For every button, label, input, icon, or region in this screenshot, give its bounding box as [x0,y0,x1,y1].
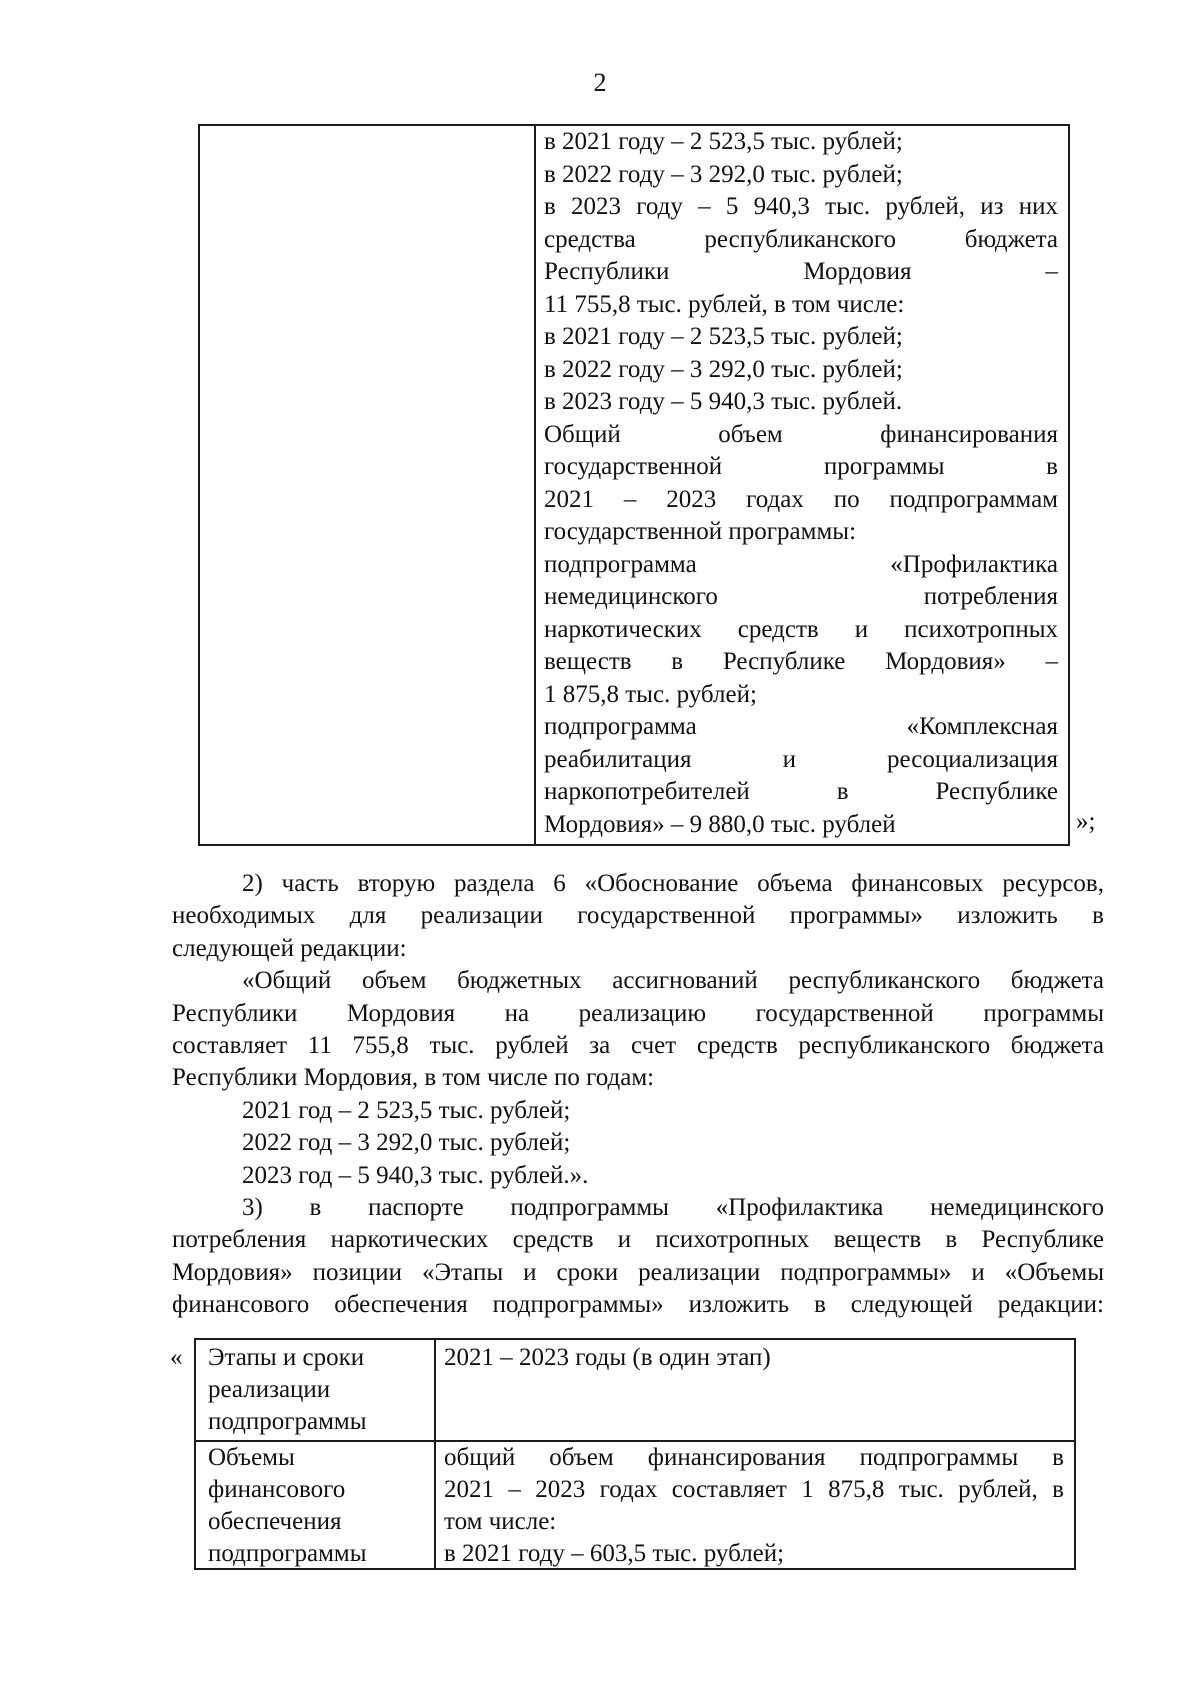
table-line: финансового [208,1476,346,1503]
paragraph-line: потребления наркотических средств и психотропных веществ в Республике [172,1226,1104,1254]
paragraph-line: следующей редакции: [172,934,407,962]
table-line: государственной программы в [544,453,1058,480]
paragraph-line: 2021 год – 2 523,5 тыс. рублей; [242,1096,571,1124]
financing-value-cell [444,1442,1064,1570]
table-column-divider [534,126,536,844]
paragraph-line: 2022 год – 3 292,0 тыс. рублей; [242,1129,571,1157]
paragraph-line: составляет 11 755,8 тыс. рублей за счет средств республиканского бюджета [172,1031,1104,1059]
paragraph-line: «Общий объем бюджетных ассигнований республиканского бюджета [242,967,1104,995]
table-line: в 2022 году – 3 292,0 тыс. рублей; [544,160,903,188]
document-body [172,868,1104,1321]
table-line: общий объем финансирования подпрограммы в [444,1444,1064,1471]
table-line: 2021 – 2023 годы (в один этап) [444,1344,771,1371]
table-line: средства республиканского бюджета [544,225,1058,253]
table-line: подпрограммы [208,1540,367,1567]
paragraph-line: Мордовия» позиции «Этапы и сроки реализации подпрограммы» и «Объемы [172,1258,1104,1286]
financing-label-cell [208,1442,428,1570]
table-line: 2021 – 2023 годах по подпрограммам [544,485,1058,513]
table-line: Объемы [208,1444,295,1471]
table-line: подпрограмма «Комплексная [544,713,1058,740]
table-line: в 2021 году – 2 523,5 тыс. рублей; [544,128,903,155]
table-line: том числе: [444,1508,557,1535]
opening-quote-mark: « [170,1344,183,1371]
paragraph-line: 3) в паспорте подпрограммы «Профилактика немедицинского [242,1193,1104,1221]
table-line: Этапы и сроки [208,1344,365,1371]
stages-label-cell [208,1342,428,1438]
paragraph-line: Республики Мордовия, в том числе по годам: [172,1064,655,1092]
financing-table-continued [198,124,1070,846]
table-line: подпрограмма «Профилактика [544,550,1058,578]
paragraph-line: 2) часть вторую раздела 6 «Обоснование объема финансовых ресурсов, [242,870,1104,897]
table-line: Мордовия» – 9 880,0 тыс. рублей [544,810,896,838]
table-line: обеспечения [208,1508,342,1535]
subprogram-passport-table [194,1338,1076,1570]
table-line: наркопотребителей в Республике [544,778,1058,805]
table-line: реализации [208,1376,331,1403]
table-line: Общий объем финансирования [544,420,1058,448]
table-line: веществ в Республике Мордовия» – [544,648,1058,675]
table-line: в 2023 году – 5 940,3 тыс. рублей. [544,388,903,415]
table-line: в 2021 году – 2 523,5 тыс. рублей; [544,323,903,350]
table-line: реабилитация и ресоциализация [544,745,1058,773]
stages-value-cell [444,1342,1064,1374]
page-number: 2 [593,68,607,97]
closing-quote-mark: »; [1076,808,1096,835]
paragraph-line: необходимых для реализации государственной программы» изложить в [172,902,1104,930]
table-line: Республики Мордовия – [544,258,1058,285]
table-line: подпрограммы [208,1408,367,1435]
paragraph-line: 2023 год – 5 940,3 тыс. рублей.». [242,1161,589,1189]
table-line: 11 755,8 тыс. рублей, в том числе: [544,290,905,318]
table-line: государственной программы: [544,518,857,545]
table-line: 1 875,8 тыс. рублей; [544,680,757,708]
table-line: 2021 – 2023 годах составляет 1 875,8 тыс. рублей, в [444,1476,1064,1503]
paragraph-line: Республики Мордовия на реализацию государственной программы [172,999,1104,1027]
table-line: в 2021 году – 603,5 тыс. рублей; [444,1540,785,1567]
paragraph-line: финансового обеспечения подпрограммы» изложить в следующей редакции: [172,1291,1104,1319]
table-line: в 2023 году – 5 940,3 тыс. рублей, из них [544,193,1058,220]
table-line: наркотических средств и психотропных [544,615,1058,643]
table-line: в 2022 году – 3 292,0 тыс. рублей; [544,355,903,383]
table-line: немедицинского потребления [544,583,1058,610]
financing-amounts-cell [544,126,1058,841]
table-column-divider [434,1340,436,1568]
